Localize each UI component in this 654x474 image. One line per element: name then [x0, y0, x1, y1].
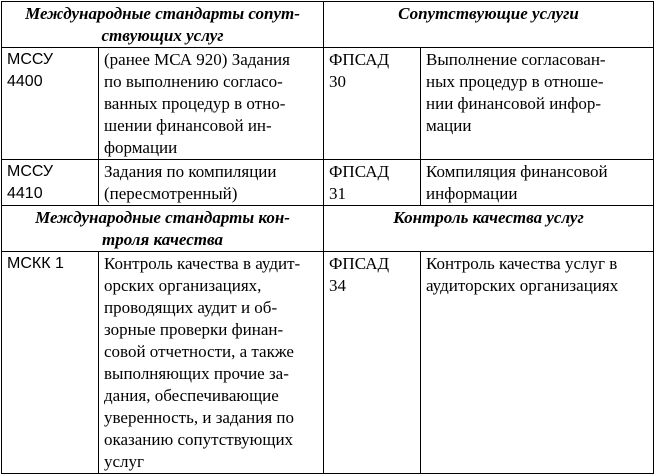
table-row	[2, 252, 654, 474]
code-line: 31	[329, 184, 346, 203]
desc-line: по выполнению согласо-	[104, 72, 283, 91]
desc-line: проводящих аудит и об-	[104, 298, 278, 317]
desc-line: выполняющих прочие за-	[104, 364, 289, 383]
desc-line: (пересмотренный)	[104, 184, 238, 203]
code-line: МССУ	[7, 51, 54, 68]
standard-description-cell	[421, 252, 654, 474]
heading-line: Международные стандарты сопут-	[25, 4, 300, 23]
standard-description-cell	[421, 48, 654, 160]
desc-line: орских организациях,	[104, 276, 262, 295]
standard-description-cell	[421, 160, 654, 206]
section-heading-left	[2, 2, 324, 48]
desc-line: (ранее МСА 920) Задания	[104, 50, 290, 69]
desc-line: Задания по компиляции	[104, 162, 277, 181]
code-line: ФПСАД	[329, 254, 390, 273]
code-line: 30	[329, 72, 346, 91]
desc-line: Выполнение согласован-	[426, 50, 606, 69]
desc-line: зорные проверки финан-	[104, 320, 284, 339]
heading-line: Международные стандарты кон-	[35, 208, 290, 227]
desc-line: уверенность, и задания по	[104, 408, 295, 427]
heading-line: ствующих услуг	[101, 26, 224, 45]
desc-line: Компиляция финансовой	[426, 162, 608, 181]
code-line: 34	[329, 276, 346, 295]
standard-code-cell	[324, 160, 421, 206]
standard-description-cell	[99, 252, 324, 474]
desc-line: нии финансовой инфор-	[426, 94, 602, 113]
heading-line: Контроль качества услуг	[393, 208, 584, 227]
section-heading-left	[2, 206, 324, 252]
table-row	[2, 48, 654, 160]
heading-line: троля качества	[102, 230, 223, 249]
standard-description-cell	[99, 160, 324, 206]
desc-line: формации	[104, 138, 178, 157]
code-line: 4410	[7, 185, 43, 202]
code-line: МССУ	[7, 163, 54, 180]
code-line: ФПСАД	[329, 50, 390, 69]
section-heading-right	[324, 2, 654, 48]
standards-table	[1, 1, 654, 474]
code-line: ФПСАД	[329, 162, 390, 181]
desc-line: дания, обеспечивающие	[104, 386, 279, 405]
desc-line: ванных процедур в отно-	[104, 94, 286, 113]
standard-code-cell	[324, 252, 421, 474]
desc-line: шении финансовой ин-	[104, 116, 272, 135]
desc-line: Контроль качества в аудит-	[104, 254, 301, 273]
standard-code-cell	[2, 160, 99, 206]
desc-line: мации	[426, 116, 472, 135]
standard-code-cell	[324, 48, 421, 160]
standard-description-cell	[99, 48, 324, 160]
section-header-row	[2, 2, 654, 48]
code-line: 4400	[7, 73, 43, 90]
desc-line: Контроль качества услуг в	[426, 254, 618, 273]
desc-line: услуг	[104, 452, 145, 471]
standard-code-cell	[2, 48, 99, 160]
desc-line: оказанию сопутствующих	[104, 430, 294, 449]
standard-code-cell	[2, 252, 99, 474]
desc-line: аудиторских организациях	[426, 276, 619, 295]
desc-line: ных процедур в отноше-	[426, 72, 604, 91]
code-line: МСКК 1	[7, 255, 64, 272]
desc-line: информации	[426, 184, 518, 203]
section-heading-right	[324, 206, 654, 252]
heading-line: Сопутствующие услуги	[398, 4, 579, 23]
table-row	[2, 160, 654, 206]
section-header-row	[2, 206, 654, 252]
desc-line: совой отчетности, а также	[104, 342, 294, 361]
